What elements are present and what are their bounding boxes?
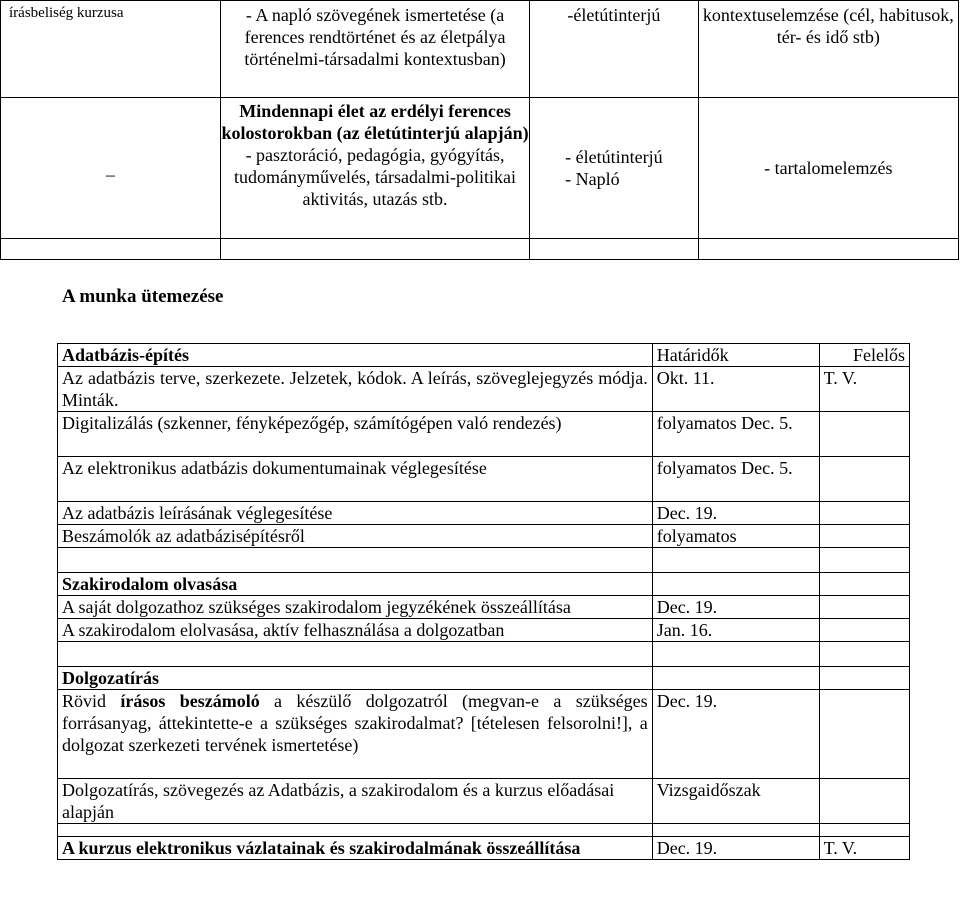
spacer-row	[58, 548, 910, 573]
deadline-cell: Jan. 16.	[652, 619, 819, 642]
table-cell	[652, 642, 819, 667]
responsible-cell	[819, 502, 909, 525]
course-name: írásbeliség kurzusa	[9, 5, 124, 21]
topic-title: Mindennapi élet az erdélyi ferences kolostorokban (az életútinterjú alapján)	[221, 101, 529, 143]
table-cell	[819, 619, 909, 642]
table-row	[58, 596, 910, 619]
task-cell: Dolgozatírás, szövegezés az Adatbázis, a szakirodalom és a kurzus előadásai alapján	[58, 779, 653, 824]
deadline-cell: Dec. 19.	[652, 502, 819, 525]
table-row	[58, 457, 910, 502]
table-row	[1, 1, 959, 98]
column-header-responsible: Felelős	[819, 344, 909, 367]
section-title: Dolgozatírás	[58, 667, 653, 690]
responsible-cell: T. V.	[819, 837, 909, 860]
section-heading: A munka ütemezése	[62, 286, 224, 307]
method-description: kontextuselemzése (cél, habitusok, tér- és idő stb)	[702, 5, 954, 47]
schedule-table	[57, 343, 910, 860]
table-row	[58, 412, 910, 457]
table-cell	[220, 1, 529, 98]
deadline-cell: Dec. 19.	[652, 596, 819, 619]
table-cell	[819, 667, 909, 690]
task-cell: Az elektronikus adatbázis dokumentumainak véglegesítése	[58, 457, 653, 502]
spacer-row	[58, 824, 910, 837]
section-title: Szakirodalom olvasása	[58, 573, 653, 596]
task-cell: Az adatbázis terve, szerkezete. Jelzetek, kódok. A leírás, szöveglejegyzés módja. Minták.	[58, 367, 653, 412]
method-description: - tartalomelemzés	[764, 158, 893, 178]
table-cell	[819, 690, 909, 779]
table-cell	[1, 239, 221, 260]
task-cell: Digitalizálás (szkenner, fényképezőgép, számítógépen való rendezés)	[58, 412, 653, 457]
table-cell	[652, 548, 819, 573]
responsible-cell	[819, 412, 909, 457]
table-cell	[819, 573, 909, 596]
deadline-cell: folyamatos Dec. 5.	[652, 457, 819, 502]
table-cell	[652, 824, 819, 837]
table-row	[1, 98, 959, 239]
table-cell	[530, 98, 698, 239]
table-header-row	[58, 344, 910, 367]
table-cell	[819, 596, 909, 619]
task-text-rest: a készülő dolgozatról (megvan-e a szükséges forrásanyag, áttekintette-e a szükséges szakirodalmat? [tételesen felsorolni!], a dolgozat szerkezeti tervének ismertetése)	[62, 691, 648, 755]
table-cell	[698, 239, 958, 260]
task-cell: Beszámolók az adatbázisépítésről	[58, 525, 653, 548]
deadline-cell: Dec. 19.	[652, 690, 819, 779]
task-text-prefix: Rövid	[62, 691, 121, 711]
diary-text-description: - A napló szövegének ismertetése (a ferences rendtörténet és az életpálya történelmi-társadalmi kontextusban)	[244, 5, 506, 69]
source-item: - életútinterjú	[565, 147, 663, 167]
table-cell	[58, 824, 653, 837]
deadline-cell: Dec. 19.	[652, 837, 819, 860]
responsible-cell	[819, 457, 909, 502]
responsible-cell	[819, 525, 909, 548]
deadline-cell: folyamatos	[652, 525, 819, 548]
table-row	[58, 837, 910, 860]
table-cell	[698, 1, 958, 98]
table-row	[58, 367, 910, 412]
table-cell	[1, 98, 221, 239]
table-row	[58, 690, 910, 779]
table-cell	[819, 779, 909, 824]
table-cell	[819, 824, 909, 837]
spacer-row	[58, 642, 910, 667]
task-text-emphasis: írásos beszámoló	[120, 691, 260, 711]
table-cell	[652, 573, 819, 596]
table-cell	[819, 642, 909, 667]
task-cell: A szakirodalom elolvasása, aktív felhasználása a dolgozatban	[58, 619, 653, 642]
table-cell	[220, 98, 529, 239]
context-table	[0, 0, 959, 260]
table-row	[1, 239, 959, 260]
task-cell	[58, 690, 653, 779]
table-row	[58, 619, 910, 642]
table-cell	[220, 239, 529, 260]
table-row	[58, 525, 910, 548]
table-cell	[530, 1, 698, 98]
deadline-cell: Okt. 11.	[652, 367, 819, 412]
task-cell: A kurzus elektronikus vázlatainak és szakirodalmának összeállítása	[58, 837, 653, 860]
table-cell	[819, 548, 909, 573]
table-cell	[652, 667, 819, 690]
table-row	[58, 502, 910, 525]
task-cell: Az adatbázis leírásának véglegesítése	[58, 502, 653, 525]
section-row	[58, 667, 910, 690]
table-cell	[58, 642, 653, 667]
table-cell	[58, 548, 653, 573]
responsible-cell: T. V.	[819, 367, 909, 412]
section-row	[58, 573, 910, 596]
deadline-cell: Vizsgaidőszak	[652, 779, 819, 824]
column-header-deadline: Határidők	[652, 344, 819, 367]
task-cell: A saját dolgozathoz szükséges szakirodalom jegyzékének összeállítása	[58, 596, 653, 619]
deadline-cell: folyamatos Dec. 5.	[652, 412, 819, 457]
table-cell	[530, 239, 698, 260]
source-item: - Napló	[565, 169, 620, 189]
table-row	[58, 779, 910, 824]
empty-marker: _	[105, 157, 115, 178]
table-cell	[1, 1, 221, 98]
column-header-task: Adatbázis-építés	[58, 344, 653, 367]
topic-body: - pasztoráció, pedagógia, gyógyítás, tudományművelés, társadalmi-politikai aktivitás, utazás stb.	[234, 145, 516, 209]
source-type: -életútinterjú	[567, 5, 661, 25]
table-cell	[698, 98, 958, 239]
